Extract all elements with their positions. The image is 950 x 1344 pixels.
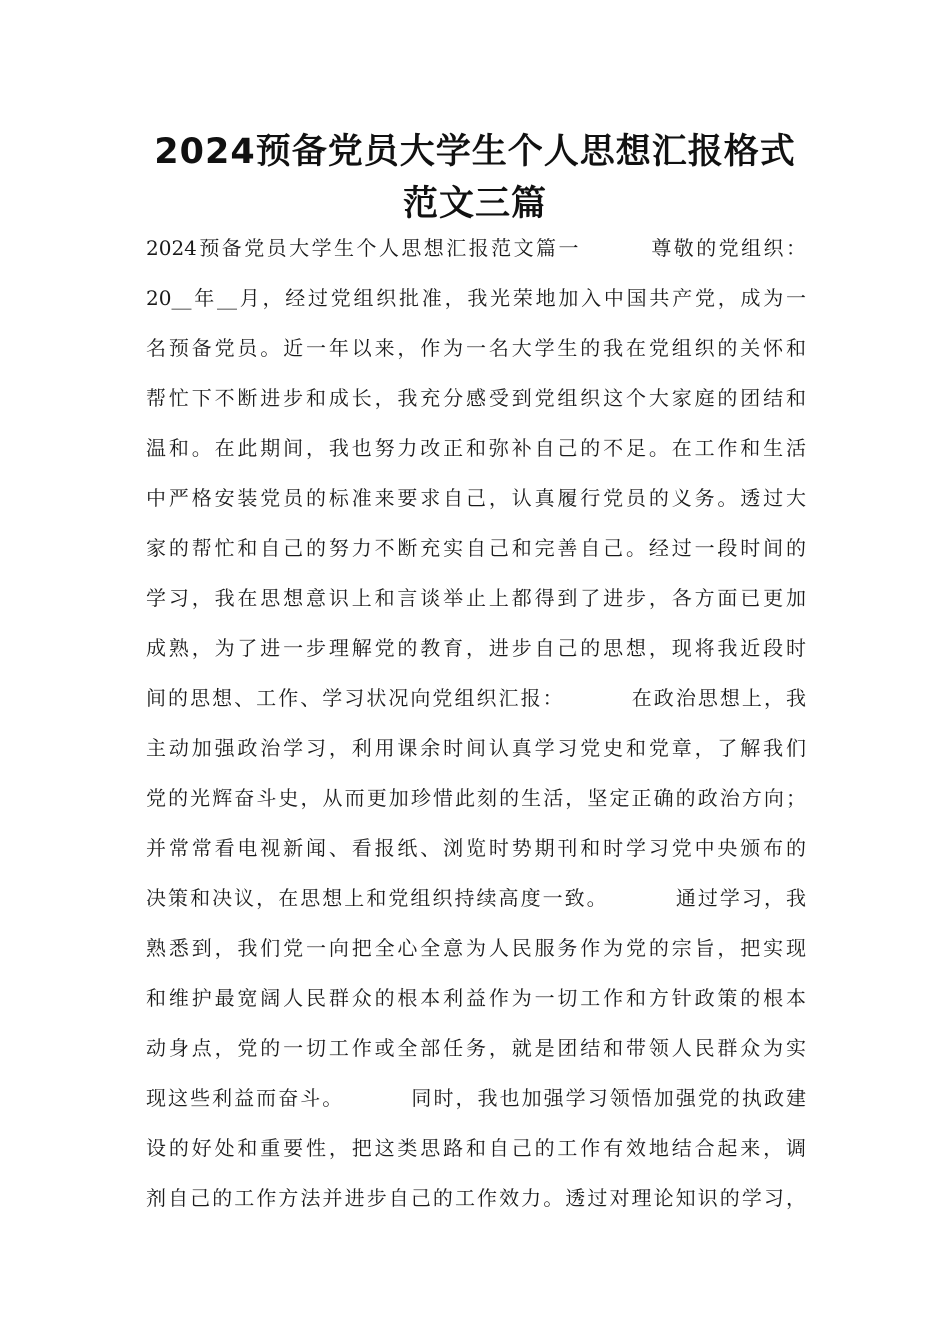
body-line: 党的光辉奋斗史，从而更加珍惜此刻的生活，坚定正确的政治方向； (146, 786, 806, 810)
document-title (100, 126, 850, 230)
body-line: 现这些利益而奋斗。 同时，我也加强学习领悟加强党的执政建 (146, 1086, 806, 1110)
body-line: 学习，我在思想意识上和言谈举止上都得到了进步，各方面已更加 (146, 586, 806, 610)
body-line: 家的帮忙和自己的努力不断充实自己和完善自己。经过一段时间的 (146, 536, 806, 560)
body-line: 温和。在此期间，我也努力改正和弥补自己的不足。在工作和生活 (146, 436, 806, 460)
body-line: 动身点，党的一切工作或全部任务，就是团结和带领人民群众为实 (146, 1036, 806, 1060)
body-line: 成熟，为了进一步理解党的教育，进步自己的思想，现将我近段时 (146, 636, 806, 660)
body-line: 2024预备党员大学生个人思想汇报范文篇一 尊敬的党组织： (146, 236, 806, 260)
title-line-1: 2024预备党员大学生个人思想汇报格式 (154, 132, 796, 172)
body-line: 并常常看电视新闻、看报纸、浏览时势期刊和时学习党中央颁布的 (146, 836, 806, 860)
body-line: 帮忙下不断进步和成长，我充分感受到党组织这个大家庭的团结和 (146, 386, 806, 410)
body-line: 名预备党员。近一年以来，作为一名大学生的我在党组织的关怀和 (146, 336, 806, 360)
title-line-2: 范文三篇 (402, 184, 547, 224)
body-line: 设的好处和重要性，把这类思路和自己的工作有效地结合起来，调 (146, 1136, 806, 1160)
body-line: 主动加强政治学习，利用课余时间认真学习党史和党章，了解我们 (146, 736, 806, 760)
body-line: 熟悉到，我们党一向把全心全意为人民服务作为党的宗旨，把实现 (146, 936, 806, 960)
body-line: 和维护最宽阔人民群众的根本利益作为一切工作和方针政策的根本 (146, 986, 806, 1010)
body-line: 决策和决议，在思想上和党组织持续高度一致。 通过学习，我 (146, 886, 806, 910)
body-line: 20__年__月，经过党组织批准，我光荣地加入中国共产党，成为一 (146, 286, 806, 310)
body-line: 间的思想、工作、学习状况向党组织汇报： 在政治思想上，我 (146, 686, 806, 710)
body-line: 中严格安装党员的标准来要求自己，认真履行党员的义务。透过大 (146, 486, 806, 510)
body-line: 剂自己的工作方法并进步自己的工作效力。透过对理论知识的学习， (146, 1186, 806, 1210)
document-body (146, 223, 806, 1223)
